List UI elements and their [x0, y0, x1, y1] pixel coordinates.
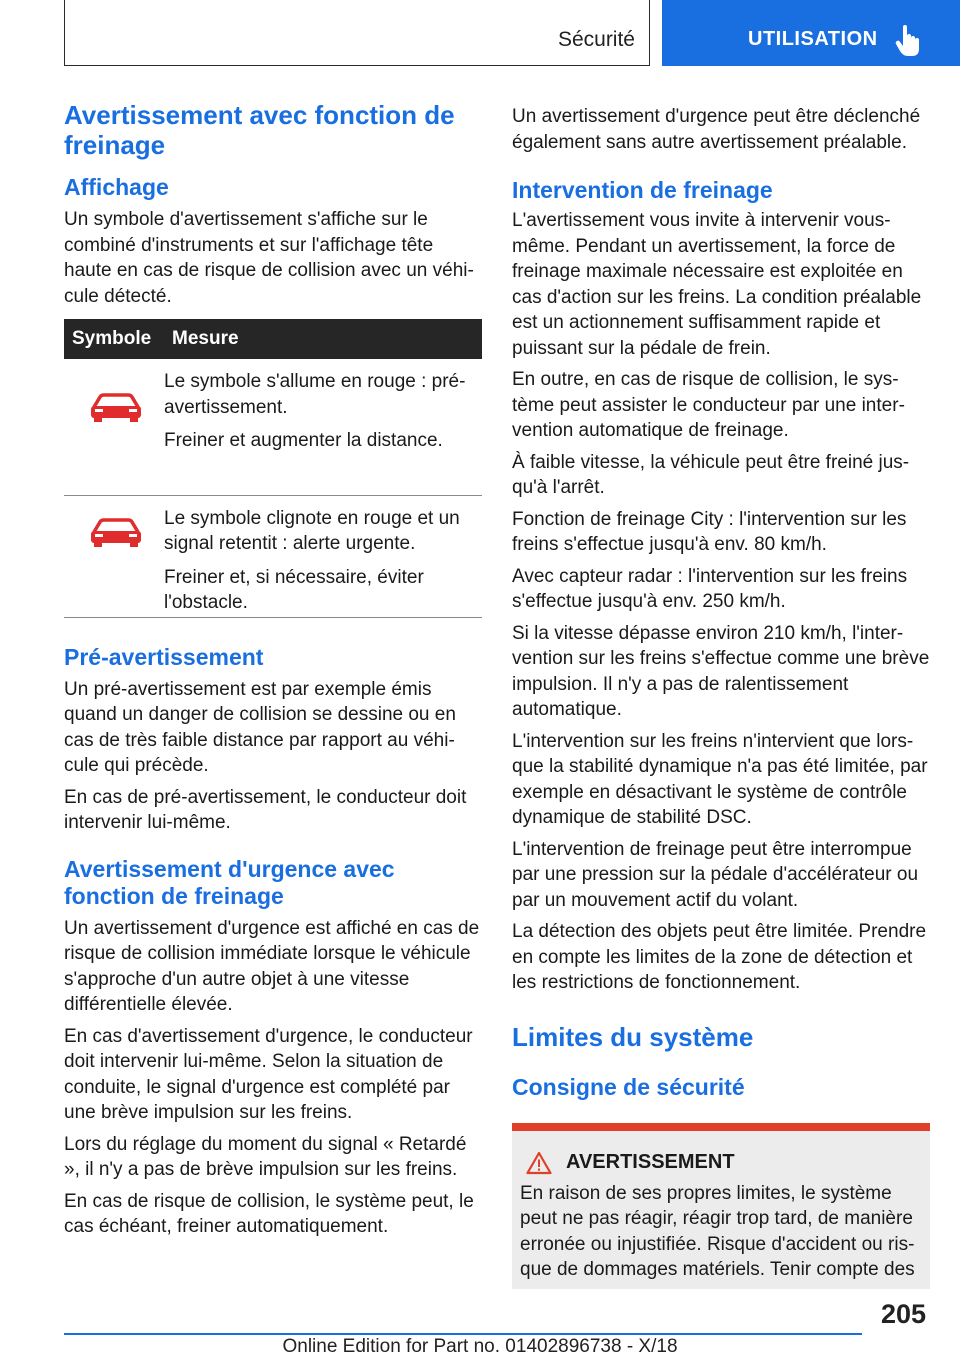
- paragraph: Un avertissement d'urgence est affiché en cas de risque de collision immédiate lorsque le véhicule s'approche d'un autre objet à une vitesse différentielle élevée.: [64, 917, 480, 1015]
- paragraph: Si la vitesse dépasse environ 210 km/h, l'intervention sur les freins s'effectue comme une brève impulsion. Il n'y a pas de ralentissement automatique.: [512, 622, 930, 720]
- table-row: [64, 359, 482, 495]
- table-row: [64, 495, 482, 617]
- warning-box: [512, 1123, 930, 1289]
- warning-bar: [512, 1123, 930, 1131]
- header-section-label: Sécurité: [557, 28, 635, 51]
- paragraph: L'avertissement vous invite à intervenir vous-même. Pendant un avertissement, la force de freinage maximale nécessaire est exploitée en cas d'action sur les freins. La condition préalable est un actionnement suffisamment rapide et puissant sur la pédale de frein.: [512, 210, 922, 359]
- table-header-mesure: Mesure: [164, 319, 482, 359]
- measure-text: Le symbole clignote en rouge et un signal retentit : alerte urgente.: [164, 507, 460, 554]
- measure-text: Freiner et, si nécessaire, éviter l'obstacle.: [164, 566, 424, 613]
- paragraph: Avec capteur radar : l'intervention sur les freins s'effectue jusqu'à env. 250 km/h.: [512, 565, 908, 612]
- symbol-table: [64, 319, 482, 618]
- paragraph: En cas de pré-avertissement, le conducteur doit intervenir lui-même.: [64, 786, 467, 833]
- page-number: 205: [880, 1299, 926, 1329]
- paragraph: La détection des objets peut être limitée. Prendre en compte les limites de la zone de détection et les restrictions de fonctionnement.: [512, 921, 927, 993]
- paragraph: Fonction de freinage City : l'intervention sur les freins s'effectue jusqu'à env. 80 km/h.: [512, 508, 907, 555]
- warning-header: [526, 1151, 922, 1175]
- heading-affichage: Affichage: [64, 174, 169, 200]
- table-header-row: [64, 319, 482, 359]
- page-header: [0, 0, 960, 66]
- paragraph: À faible vitesse, la véhicule peut être freiné jusqu'à l'arrêt.: [512, 451, 910, 498]
- heading-intervention-freinage: Intervention de freinage: [512, 177, 773, 203]
- right-column: [512, 104, 930, 1289]
- car-warning-icon: [90, 518, 142, 548]
- header-chapter-tab[interactable]: [662, 0, 960, 66]
- hand-pointer-icon: [894, 24, 922, 58]
- car-warning-icon: [90, 393, 142, 423]
- paragraph: Un pré-avertissement est par exemple émis quand un danger de collision se dessine ou en cas de très faible distance par rapport au véhicule qui précède.: [64, 678, 456, 776]
- paragraph: En cas de risque de collision, le système peut, le cas échéant, freiner automatiquement.: [64, 1190, 474, 1237]
- paragraph: En cas d'avertissement d'urgence, le conducteur doit intervenir lui-même. Selon la situation de conduite, le signal d'urgence est complété par une brève impulsion sur les freins.: [64, 1025, 473, 1123]
- warning-text: En raison de ses propres limites, le système peut ne pas réagir, réagir trop tard, de manière erronée ou injustifiée. Risque d'accident ou risque de dommages matériels. Tenir compte des: [520, 1182, 915, 1280]
- section-title-limites: Limites du système: [512, 1021, 754, 1052]
- footer-rule: [64, 1333, 862, 1335]
- warning-triangle-icon: [526, 1151, 552, 1175]
- paragraph: L'intervention sur les freins n'intervient que lorsque la stabilité dynamique n'a pas été limitée, par exemple en désactivant le système de contrôle dynamique de stabilité DSC.: [512, 730, 928, 828]
- paragraph-affichage: Un symbole d'avertissement s'affiche sur le combiné d'instruments et sur l'affichage tête haute en cas de risque de collision avec un véhicule détecté.: [64, 209, 474, 307]
- header-chapter-label: UTILISATION: [748, 28, 878, 50]
- measure-text: Freiner et augmenter la distance.: [164, 430, 443, 451]
- warning-title: AVERTISSEMENT: [566, 1151, 735, 1173]
- paragraph: En outre, en cas de risque de collision, le système peut assister le conducteur par une intervention automatique de freinage.: [512, 369, 905, 441]
- left-column: [64, 100, 482, 1240]
- header-section-box: [64, 0, 650, 66]
- table-header-symbole: Symbole: [64, 319, 164, 359]
- paragraph: Un avertissement d'urgence peut être déclenché également sans autre avertissement préalable.: [512, 106, 921, 153]
- paragraph: Lors du réglage du moment du signal « Retardé », il n'y a pas de brève impulsion sur les freins.: [64, 1133, 467, 1180]
- section-title: Avertissement avec fonction de freinage: [64, 100, 455, 160]
- paragraph: L'intervention de freinage peut être interrompue par une pression sur la pédale d'accélérateur ou par un mouvement actif du volant.: [512, 838, 919, 911]
- measure-text: Le symbole s'allume en rouge : pré-avertissement.: [164, 371, 466, 418]
- footer-edition: Online Edition for Part no. 01402896738 - X/18: [282, 1336, 678, 1357]
- heading-avertissement-urgence: Avertissement d'urgence avec fonction de freinage: [64, 855, 395, 909]
- heading-pre-avertissement: Pré-avertissement: [64, 643, 264, 670]
- heading-consigne-securite: Consigne de sécurité: [512, 1073, 745, 1100]
